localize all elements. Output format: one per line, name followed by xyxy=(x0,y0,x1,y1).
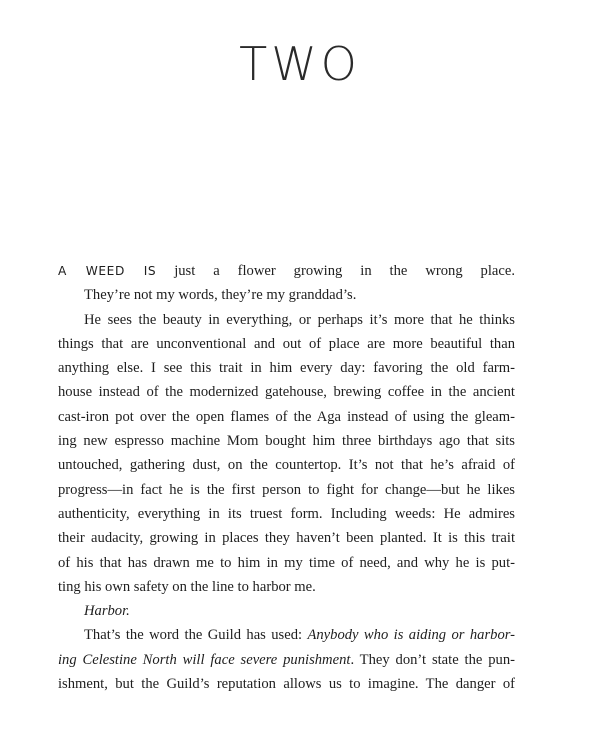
text-line: cast-iron pot over the open flames of the Aga instead of using the gleam- xyxy=(58,408,515,425)
text-line: things that are unconventional and out of place are more beautiful than xyxy=(58,335,515,352)
text-line: house instead of the modernized gatehouse, brewing coffee in the ancient xyxy=(58,384,515,401)
body-text xyxy=(58,259,515,696)
text-line: That’s the word the Guild has used: Anybody who is aiding or harbor- xyxy=(84,627,515,644)
text-line: ting his own safety on the line to harbor me. xyxy=(58,578,316,595)
text-line: ing new espresso machine Mom bought him three birthdays ago that sits xyxy=(58,433,515,450)
text-line: untouched, gathering dust, on the countertop. It’s not that he’s afraid of xyxy=(58,457,515,474)
text-line: authenticity, everything in its truest form. Including weeds: He admires xyxy=(58,505,515,522)
chapter-title: TWO xyxy=(239,37,361,91)
text-line: anything else. I see this trait in him every day: favoring the old farm- xyxy=(58,360,515,377)
text-line: A WEED IS just a flower growing in the wrong place. xyxy=(58,263,515,279)
text-line: progress—in fact he is the first person to fight for change—but he likes xyxy=(58,481,515,498)
text-line: Harbor. xyxy=(84,603,130,620)
text-line: He sees the beauty in everything, or perhaps it’s more that he thinks xyxy=(84,311,515,328)
text-line: They’re not my words, they’re my granddad’s. xyxy=(84,287,357,304)
text-line: ishment, but the Guild’s reputation allows us to imagine. The danger of xyxy=(58,676,515,693)
text-line: of his that has drawn me to him in my time of need, and why he is put- xyxy=(58,554,515,571)
text-line: ing Celestine North will face severe punishment. They don’t state the pun- xyxy=(58,651,515,668)
drop-lead: A WEED IS xyxy=(58,264,157,278)
text-line: their audacity, growing in places they haven’t been planted. It is this trait xyxy=(58,530,515,547)
